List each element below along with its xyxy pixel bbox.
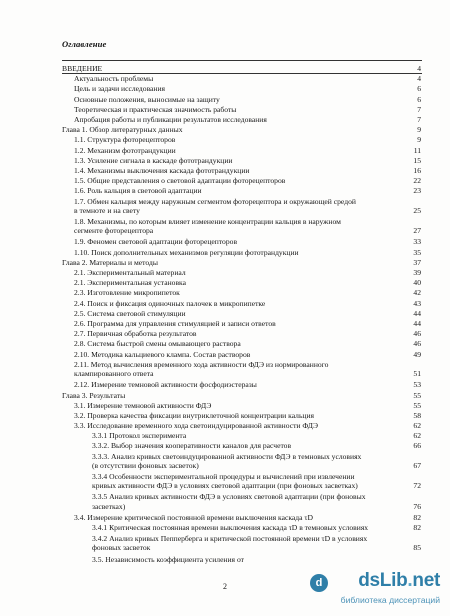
- toc-entry: [74, 84, 421, 93]
- watermark-brand-tld: net: [412, 570, 440, 591]
- toc-entry: [74, 278, 421, 287]
- toc-entry-page: 43: [413, 298, 421, 308]
- toc-entry-page: 44: [413, 319, 421, 328]
- toc-entry: [92, 534, 421, 553]
- toc-entry: [74, 288, 421, 297]
- toc-entry-title: 2.3. Изготовление микропипеток: [74, 288, 180, 298]
- toc-entry: [74, 299, 421, 308]
- toc-entry: [74, 421, 421, 430]
- toc-entry-page: 39: [413, 268, 421, 277]
- toc-entry-title: 1.9. Феномен световой адаптации фоторецепторов: [74, 237, 238, 247]
- toc-entry-title: 1.2. Механизм фототрандукции: [74, 145, 176, 155]
- toc-entry-title: 3.1. Измерение темновой активности ФДЭ: [74, 400, 212, 410]
- toc-entry-title: 3.4. Измерение критической постоянной времени выключения каскада τD: [74, 512, 313, 522]
- toc-entry-title: 1.4. Механизмы выключения каскада фототрандукции: [74, 166, 250, 175]
- toc-entry-title: 3.4.2 Анализ кривых Пепперберга и критической постоянной времени τD в условиях: [92, 534, 368, 543]
- toc-entry-title: 3.5. Независимость коэффициента усиления от: [92, 555, 244, 564]
- watermark-brand-name: dsLib: [358, 570, 408, 591]
- toc-entry-page: 33: [413, 237, 421, 247]
- toc-entry: [74, 309, 421, 318]
- toc-entry-title: 2.7. Первичная обработка результатов: [74, 329, 197, 339]
- toc-entry-page: 7: [417, 115, 421, 124]
- toc-entry-page: 40: [413, 278, 421, 288]
- toc-entry-page: 4: [417, 74, 421, 84]
- toc-entry-title: ВВЕДЕНИЕ: [62, 64, 103, 73]
- toc-entry-page: 11: [413, 145, 421, 155]
- toc-entry-title-continued: кривых активности ФДЭ в условиях световой адаптации (при фоновых засветках): [92, 481, 358, 491]
- toc-entry-title: Глава 3. Результаты: [62, 390, 126, 400]
- toc-entry-title: 3.3. Исследование временного хода светоиндуцированной активности ФДЭ: [74, 421, 319, 430]
- toc-entry-page: 9: [417, 125, 421, 135]
- toc-entry: [74, 217, 421, 236]
- toc-entry-page: 55: [413, 400, 421, 410]
- page-number: 2: [223, 582, 227, 591]
- toc-entry-title-continued: клампированного ответа: [74, 369, 154, 379]
- toc-entry-title: 1.3. Усиление сигнала в каскаде фототрандукции: [74, 155, 233, 165]
- dslib-watermark: [308, 570, 444, 610]
- toc-entry: [74, 360, 421, 379]
- toc-entry-title-continued: фоновых засветок: [92, 543, 151, 553]
- toc-entry-title: Актуальность проблемы: [74, 74, 154, 84]
- toc-entry: [92, 555, 421, 564]
- toc-entry-title: 1.6. Роль кальция в световой адаптации: [74, 186, 202, 196]
- toc-entry-page: 4: [417, 64, 421, 73]
- toc-entry: [92, 431, 421, 440]
- toc-entry: [74, 339, 421, 348]
- toc-entry-page: 82: [413, 512, 421, 522]
- toc-entry: [74, 115, 421, 124]
- toc-entry-page: 76: [413, 501, 421, 511]
- toc-entry-title: 2.10. Методика кальциевого клампа. Состав растворов: [74, 349, 251, 359]
- toc-entry: [92, 452, 421, 471]
- toc-entry-title: 2.12. Измерение темновой активности фосфодиэстеразы: [74, 380, 257, 390]
- toc-entry-title-continued: (в отсутствии фоновых засветок): [92, 460, 199, 470]
- toc-entry-title: Основные положения, выносимые на защиту: [74, 94, 220, 104]
- toc-entry: [74, 74, 421, 83]
- toc-entry-page: 82: [413, 522, 421, 532]
- toc-entry-page: 42: [413, 288, 421, 298]
- dslib-logo-icon: d: [310, 574, 328, 592]
- toc-entry: [74, 319, 421, 328]
- watermark-brand-dot: .: [407, 570, 413, 591]
- watermark-brand: [358, 570, 440, 592]
- toc-title: Оглавление: [62, 39, 107, 49]
- toc-entry-title: 3.4.1 Критическая постоянная времени выключения каскада τD в темновых условиях: [92, 522, 369, 532]
- toc-entry: [62, 391, 421, 400]
- toc-entry-page: 62: [413, 421, 421, 430]
- toc-entry: [62, 64, 421, 73]
- toc-entry: [74, 197, 421, 216]
- toc-entry: [74, 135, 421, 144]
- toc-entry-title-continued: сегменте фоторецептора: [74, 226, 154, 236]
- toc-entry-page: 53: [413, 380, 421, 390]
- toc-entry: [92, 472, 421, 491]
- toc-entry-title: 1.8. Механизмы, по которым влияет изменение концентрации кальция в наружном: [74, 217, 341, 226]
- toc-entry-title: 2.8. Система быстрой смены омывающего раствора: [74, 339, 241, 349]
- toc-entry-title: 1.7. Обмен кальция между наружным сегментом фоторецептора и окружающей средой: [74, 196, 356, 206]
- watermark-subtitle: библиотека диссертаций: [340, 595, 440, 605]
- toc-entry-page: 67: [413, 460, 421, 470]
- toc-entry: [74, 146, 421, 155]
- toc-entry-title: 2.4. Поиск и фиксация одиночных палочек в микропипетке: [74, 298, 266, 308]
- toc-entry: [74, 105, 421, 114]
- toc-entry-page: 44: [413, 308, 421, 318]
- toc-entry-title: 2.1. Экспериментальная установка: [74, 278, 186, 288]
- toc-entry: [92, 523, 421, 532]
- toc-entry-page: 58: [413, 410, 421, 420]
- toc-entry-page: 23: [413, 186, 421, 196]
- toc-entry-page: 46: [413, 339, 421, 349]
- toc-entry-title: Апробация работы и публикации результатов исследования: [74, 115, 267, 124]
- toc-entry-title: 2.6. Программа для управления стимуляцией и записи ответов: [74, 319, 276, 328]
- toc-entry: [74, 268, 421, 277]
- toc-entry: [74, 248, 421, 257]
- toc-entry-page: 22: [413, 176, 421, 186]
- toc-entry-page: 46: [413, 329, 421, 339]
- toc-entry: [74, 350, 421, 359]
- toc-entry-title: 1.5. Общие представления о световой адаптации фоторецепторов: [74, 176, 286, 186]
- toc-entry-page: 25: [413, 205, 421, 215]
- toc-entry-title-continued: засветках): [92, 501, 126, 511]
- toc-entry-title: 2.11. Метод вычисления временного хода активности ФДЭ из нормированного: [74, 359, 329, 369]
- toc-entry-title: 2.1. Экспериментальный материал: [74, 268, 186, 277]
- toc-entry-page: 51: [413, 369, 421, 379]
- toc-entry-title: Глава 1. Обзор литературных данных: [62, 125, 183, 135]
- title-rule: [62, 60, 422, 61]
- toc-entry-page: 6: [417, 94, 421, 104]
- toc-entry: [74, 156, 421, 165]
- toc-entry-title: 3.3.2. Выбор значения кооперативности каналов для расчетов: [92, 441, 292, 451]
- toc-entry-page: 27: [413, 226, 421, 236]
- toc-entry-title: 3.2. Проверка качества фиксации внутриклеточной концентрации кальция: [74, 410, 315, 420]
- toc-entry: [74, 166, 421, 175]
- toc-entry-title: Цель и задачи исследования: [74, 84, 166, 94]
- toc-entry: [74, 411, 421, 420]
- toc-entry: [74, 401, 421, 410]
- toc-entry-title: 3.3.5 Анализ кривых активности ФДЭ в условиях световой адаптации (при фоновых: [92, 492, 366, 502]
- toc-entry: [62, 125, 421, 134]
- toc-entry-title: 1.1. Структура фоторецепторов: [74, 135, 176, 145]
- toc-entry: [74, 329, 421, 338]
- toc-entry: [62, 258, 421, 267]
- toc-entry: [92, 441, 421, 450]
- toc-entry-title: 1.10. Поиск дополнительных механизмов регуляции фототрандукции: [74, 247, 299, 257]
- toc-entry-page: 72: [413, 481, 421, 491]
- toc-entry-page: 9: [417, 135, 421, 145]
- toc-entry-page: 37: [413, 258, 421, 267]
- toc-entry-page: 49: [413, 349, 421, 359]
- toc-entry: [74, 513, 421, 522]
- toc-entry-title: Глава 2. Материалы и методы: [62, 258, 158, 267]
- toc-entry-page: 62: [413, 431, 421, 441]
- toc-entry-page: 7: [417, 104, 421, 114]
- toc-entry-page: 16: [413, 166, 421, 175]
- toc-entry: [74, 186, 421, 195]
- toc-entry: [74, 176, 421, 185]
- toc-entry: [74, 237, 421, 246]
- toc-entry-page: 66: [413, 441, 421, 451]
- toc-entry-page: 35: [413, 247, 421, 257]
- toc-entry-page: 6: [417, 84, 421, 94]
- toc-entry-title: Теоретическая и практическая значимость работы: [74, 104, 237, 114]
- toc-entry-page: 55: [413, 390, 421, 400]
- toc-entry-page: 85: [413, 543, 421, 553]
- toc-entry-title: 3.3.4 Особенности экспериментальной процедуры и вычислений при извлечении: [92, 472, 355, 481]
- toc-entry: [92, 492, 421, 511]
- toc-entry: [74, 380, 421, 389]
- toc-entry-title: 3.3.1 Протокол эксперимента: [92, 431, 187, 441]
- toc-entry-page: 15: [413, 155, 421, 165]
- toc-entry: [74, 95, 421, 104]
- toc-entry-title: 3.3.3. Анализ кривых светоиндуцированной активности ФДЭ в темновых условиях: [92, 451, 362, 461]
- toc-entry-title-continued: в темноте и на свету: [74, 205, 140, 215]
- toc-entry-title: 2.5. Система световой стимуляции: [74, 308, 186, 318]
